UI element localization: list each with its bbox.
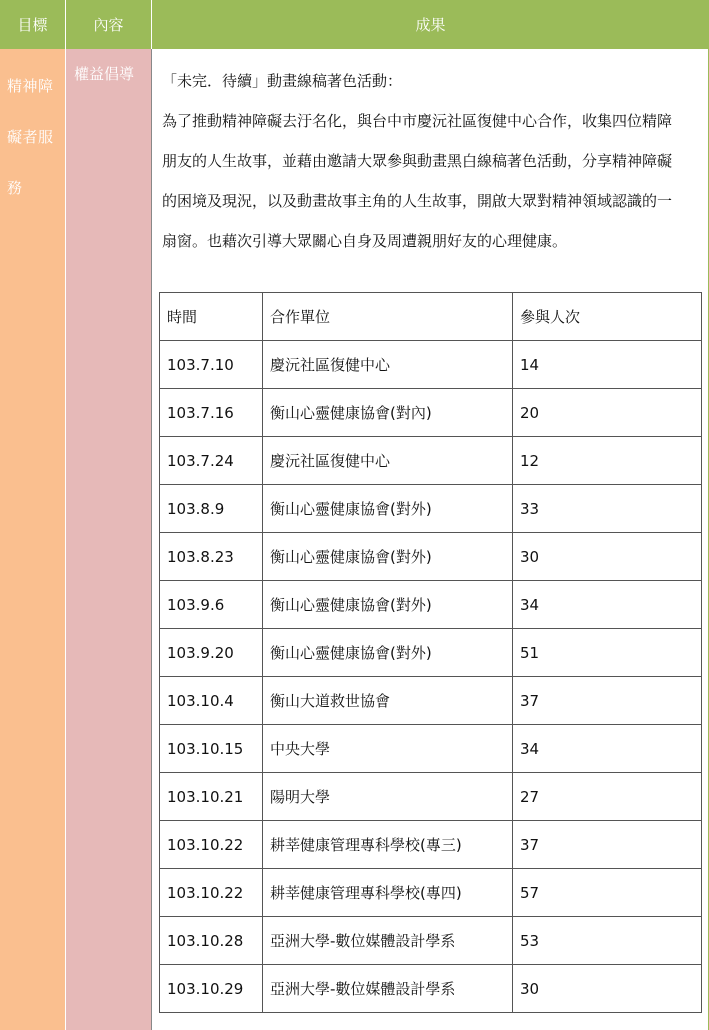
cell-partner: 衡山心靈健康協會(對內) bbox=[263, 389, 513, 437]
result-line: 朋友的人生故事，並藉由邀請大眾參與動畫黑白線稿著色活動，分享精神障礙 bbox=[162, 152, 673, 170]
cell-date: 103.9.6 bbox=[160, 581, 263, 629]
goal-text bbox=[7, 61, 63, 214]
result-line: 為了推動精神障礙去汙名化，與台中市慶沅社區復健中心合作，收集四位精障 bbox=[162, 112, 673, 130]
cell-date: 103.10.28 bbox=[160, 917, 263, 965]
cell-partner: 衡山心靈健康協會(對外) bbox=[263, 581, 513, 629]
cell-date: 103.8.23 bbox=[160, 533, 263, 581]
cell-participants: 34 bbox=[513, 725, 702, 773]
table-row bbox=[160, 677, 702, 725]
cell-date: 103.10.22 bbox=[160, 869, 263, 917]
cell-participants: 12 bbox=[513, 437, 702, 485]
cell-participants: 37 bbox=[513, 677, 702, 725]
table-row bbox=[160, 869, 702, 917]
goal-cell bbox=[0, 49, 66, 1030]
cell-participants: 34 bbox=[513, 581, 702, 629]
content-text: 權益倡導 bbox=[74, 65, 135, 83]
table-row bbox=[160, 917, 702, 965]
table-row bbox=[160, 581, 702, 629]
cell-date: 103.7.16 bbox=[160, 389, 263, 437]
cell-participants: 37 bbox=[513, 821, 702, 869]
column-header-date: 時間 bbox=[160, 293, 263, 341]
table-row bbox=[160, 965, 702, 1013]
cell-date: 103.10.4 bbox=[160, 677, 263, 725]
header-content: 內容 bbox=[66, 0, 152, 49]
cell-partner: 慶沅社區復健中心 bbox=[263, 437, 513, 485]
cell-date: 103.7.10 bbox=[160, 341, 263, 389]
cell-date: 103.10.15 bbox=[160, 725, 263, 773]
cell-date: 103.7.24 bbox=[160, 437, 263, 485]
cell-participants: 33 bbox=[513, 485, 702, 533]
goal-line: 礙者服 bbox=[7, 128, 54, 146]
cell-date: 103.8.9 bbox=[160, 485, 263, 533]
header-goal: 目標 bbox=[0, 0, 66, 49]
cell-partner: 中央大學 bbox=[263, 725, 513, 773]
table-row bbox=[160, 629, 702, 677]
table-row bbox=[160, 437, 702, 485]
table-header-row bbox=[160, 293, 702, 341]
column-header-participants: 參與人次 bbox=[513, 293, 702, 341]
cell-partner: 衡山心靈健康協會(對外) bbox=[263, 485, 513, 533]
table-row bbox=[160, 821, 702, 869]
table-row bbox=[160, 725, 702, 773]
header-result: 成果 bbox=[152, 0, 709, 49]
cell-participants: 51 bbox=[513, 629, 702, 677]
cell-partner: 衡山心靈健康協會(對外) bbox=[263, 629, 513, 677]
result-line: 的困境及現況，以及動畫故事主角的人生故事，開啟大眾對精神領域認識的一 bbox=[162, 192, 673, 210]
cell-participants: 30 bbox=[513, 533, 702, 581]
cell-date: 103.9.20 bbox=[160, 629, 263, 677]
cell-participants: 27 bbox=[513, 773, 702, 821]
cell-participants: 14 bbox=[513, 341, 702, 389]
cell-partner: 陽明大學 bbox=[263, 773, 513, 821]
column-header-partner: 合作單位 bbox=[263, 293, 513, 341]
cell-date: 103.10.22 bbox=[160, 821, 263, 869]
cell-participants: 30 bbox=[513, 965, 702, 1013]
header-row bbox=[0, 0, 709, 49]
cell-participants: 57 bbox=[513, 869, 702, 917]
result-line: 「未完．待續」動畫線稿著色活動： bbox=[162, 72, 403, 90]
cell-participants: 20 bbox=[513, 389, 702, 437]
table-row bbox=[160, 389, 702, 437]
cell-partner: 亞洲大學-數位媒體設計學系 bbox=[263, 917, 513, 965]
cell-participants: 53 bbox=[513, 917, 702, 965]
cell-partner: 耕莘健康管理專科學校(專三) bbox=[263, 821, 513, 869]
goal-line: 精神障 bbox=[7, 77, 54, 95]
table-row bbox=[160, 341, 702, 389]
cell-date: 103.10.21 bbox=[160, 773, 263, 821]
cell-partner: 衡山大道救世協會 bbox=[263, 677, 513, 725]
activity-table bbox=[159, 292, 702, 1013]
cell-partner: 亞洲大學-數位媒體設計學系 bbox=[263, 965, 513, 1013]
cell-partner: 衡山心靈健康協會(對外) bbox=[263, 533, 513, 581]
cell-partner: 慶沅社區復健中心 bbox=[263, 341, 513, 389]
goal-line: 務 bbox=[7, 179, 23, 197]
table-row bbox=[160, 485, 702, 533]
result-line: 扇窗。也藉次引導大眾關心自身及周遭親朋好友的心理健康。 bbox=[162, 232, 568, 250]
cell-partner: 耕莘健康管理專科學校(專四) bbox=[263, 869, 513, 917]
cell-date: 103.10.29 bbox=[160, 965, 263, 1013]
result-paragraph bbox=[162, 61, 707, 261]
table-row bbox=[160, 773, 702, 821]
content-cell bbox=[66, 49, 152, 1030]
table-row bbox=[160, 533, 702, 581]
